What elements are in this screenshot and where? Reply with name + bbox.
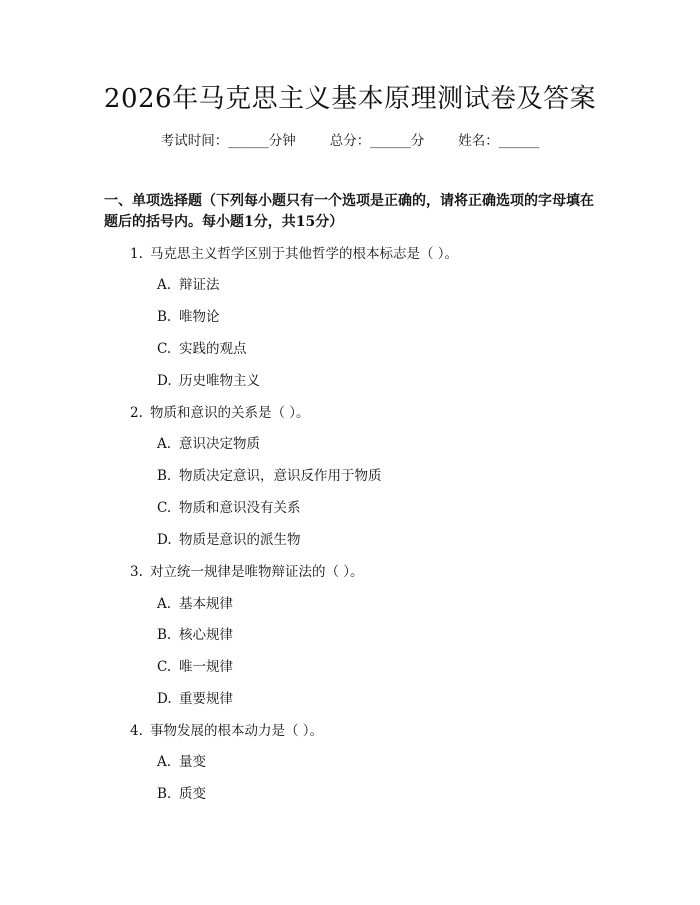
option-label: B.	[157, 627, 172, 643]
question-1	[130, 244, 458, 264]
question-text: 物质和意识的关系是（ ）。	[150, 405, 310, 421]
option-label: C.	[157, 341, 172, 357]
option-text: 物质和意识没有关系	[179, 500, 301, 516]
option-label: A.	[157, 596, 172, 612]
option-text: 基本规律	[179, 596, 233, 612]
question-3-option-d	[157, 689, 233, 709]
section-heading-single-choice: 一、单项选择题（下列每小题只有一个选项是正确的，请将正确选项的字母填在题后的括号内。每小题1分，共15分）	[104, 193, 594, 230]
option-text: 重要规律	[179, 691, 233, 707]
exam-info-line	[0, 131, 700, 151]
question-3-option-c	[157, 657, 233, 677]
question-text: 马克思主义哲学区别于其他哲学的根本标志是（ ）。	[150, 246, 459, 262]
question-number: 1.	[130, 246, 143, 262]
option-label: D.	[157, 691, 172, 707]
option-text: 意识决定物质	[179, 436, 260, 452]
question-1-option-a	[157, 275, 220, 295]
question-4	[130, 721, 323, 741]
option-label: D.	[157, 532, 172, 548]
question-2-option-b	[157, 466, 382, 486]
question-3-option-b	[157, 625, 233, 645]
option-text: 物质是意识的派生物	[179, 532, 301, 548]
option-label: B.	[157, 309, 172, 325]
total-score-field: 总分：______分	[329, 133, 425, 149]
option-label: C.	[157, 500, 172, 516]
option-text: 物质决定意识，意识反作用于物质	[179, 468, 382, 484]
question-2-option-d	[157, 530, 301, 550]
option-text: 量变	[179, 754, 206, 770]
option-label: B.	[157, 468, 172, 484]
question-4-option-a	[157, 752, 206, 772]
option-label: C.	[157, 659, 172, 675]
question-2-option-c	[157, 498, 301, 518]
option-text: 唯物论	[179, 309, 220, 325]
exam-title: 2026年马克思主义基本原理测试卷及答案	[103, 84, 597, 114]
option-label: D.	[157, 373, 172, 389]
question-2-option-a	[157, 434, 260, 454]
option-label: A.	[157, 754, 172, 770]
student-name-field: 姓名：______	[458, 133, 540, 149]
question-number: 2.	[130, 405, 143, 421]
question-1-option-b	[157, 307, 220, 327]
option-text: 唯一规律	[179, 659, 233, 675]
question-1-option-c	[157, 339, 247, 359]
question-number: 4.	[130, 723, 143, 739]
question-text: 事物发展的根本动力是（ ）。	[150, 723, 324, 739]
option-text: 历史唯物主义	[179, 373, 260, 389]
question-4-option-b	[157, 784, 206, 804]
option-label: A.	[157, 436, 172, 452]
option-text: 实践的观点	[179, 341, 247, 357]
question-3	[130, 562, 364, 582]
question-3-option-a	[157, 594, 233, 614]
option-text: 核心规律	[179, 627, 233, 643]
question-2	[130, 403, 310, 423]
question-1-option-d	[157, 371, 260, 391]
question-number: 3.	[130, 564, 143, 580]
option-label: A.	[157, 277, 172, 293]
option-text: 质变	[179, 786, 206, 802]
exam-time-field: 考试时间：______分钟	[160, 133, 296, 149]
option-label: B.	[157, 786, 172, 802]
question-text: 对立统一规律是唯物辩证法的（ ）。	[150, 564, 364, 580]
option-text: 辩证法	[179, 277, 220, 293]
